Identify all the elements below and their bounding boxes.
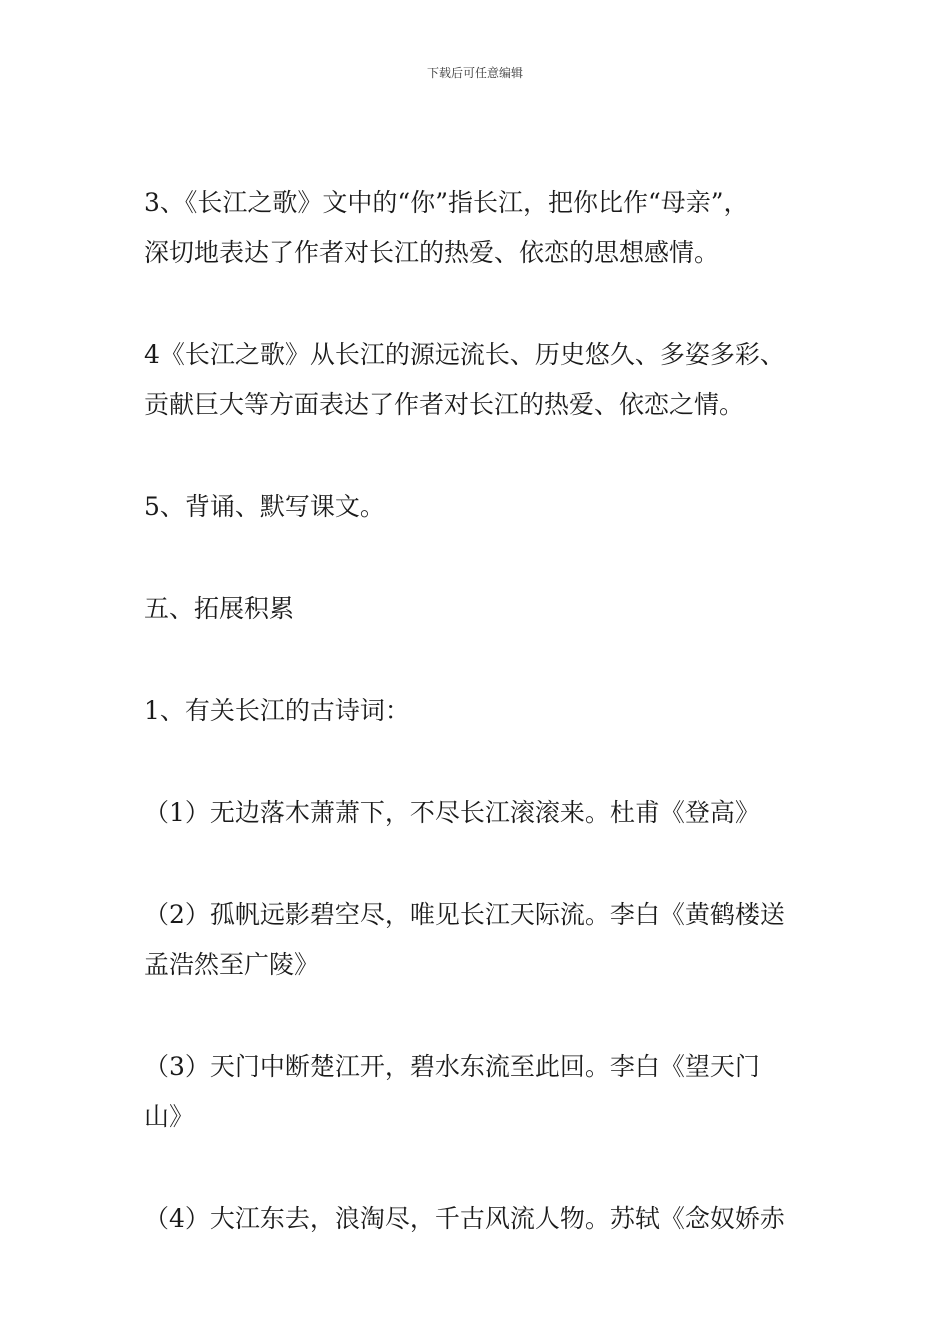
paragraph-line: （2）孤帆远影碧空尽，唯见长江天际流。李白《黄鹤楼送: [144, 900, 785, 929]
poem-item-2: [144, 890, 824, 990]
poem-item-1: [144, 788, 824, 838]
paragraph-line: 5、背诵、默写课文。: [144, 492, 385, 521]
paragraph-4: [144, 330, 824, 430]
paragraph-line: （1）无边落木萧萧下，不尽长江滚滚来。杜甫《登高》: [144, 798, 760, 827]
paragraph-line: 五、拓展积累: [144, 594, 295, 623]
paragraph-line: 4《长江之歌》从长江的源远流长、历史悠久、多姿多彩、: [144, 340, 785, 369]
document-body: [144, 178, 824, 1296]
paragraph-line: 贡献巨大等方面表达了作者对长江的热爱、依恋之情。: [144, 390, 745, 419]
paragraph-5: [144, 482, 824, 532]
poem-item-4: [144, 1194, 824, 1244]
paragraph-line: 孟浩然至广陵》: [144, 950, 320, 979]
section-heading: [144, 584, 824, 634]
paragraph-line: 3、《长江之歌》文中的“你”指长江，把你比作“母亲”，: [144, 188, 749, 217]
paragraph-line: 山》: [144, 1102, 195, 1131]
paragraph-line: 深切地表达了作者对长江的热爱、依恋的思想感情。: [144, 238, 720, 267]
paragraph-line: （3）天门中断楚江开，碧水东流至此回。李白《望天门: [144, 1052, 760, 1081]
paragraph-line: （4）大江东去，浪淘尽，千古风流人物。苏轼《念奴娇赤: [144, 1204, 785, 1233]
subsection-heading: [144, 686, 824, 736]
paragraph-line: 1、有关长江的古诗词：: [144, 696, 410, 725]
paragraph-3: [144, 178, 824, 278]
page-header: 下载后可任意编辑: [426, 66, 523, 80]
poem-item-3: [144, 1042, 824, 1142]
